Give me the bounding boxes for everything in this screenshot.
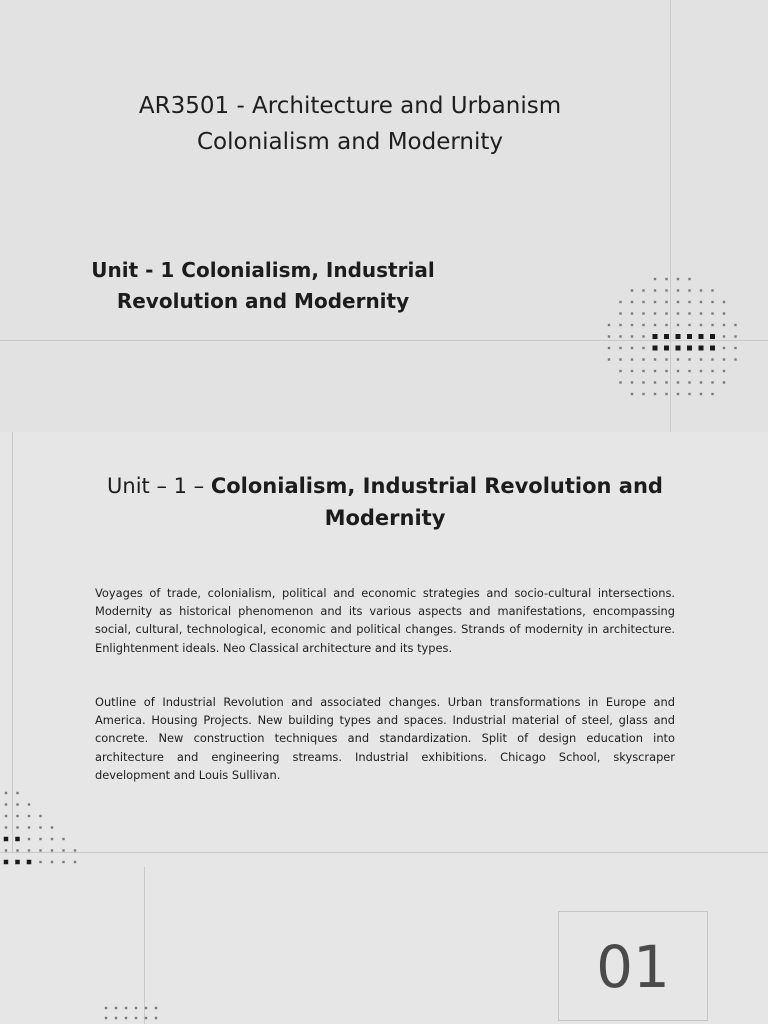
dot	[16, 803, 18, 805]
dot	[723, 301, 725, 303]
slide2-heading-prefix: Unit – 1 –	[107, 474, 211, 498]
dot	[39, 826, 41, 828]
dot	[155, 1007, 157, 1009]
dot	[654, 370, 656, 372]
dot	[654, 312, 656, 314]
unit-heading-line2: Revolution and Modernity	[116, 289, 410, 313]
dot	[677, 358, 679, 360]
dot	[642, 289, 644, 291]
dot	[62, 849, 64, 851]
dot	[653, 346, 658, 351]
vertical-rule-bottom	[144, 867, 145, 1024]
dot	[608, 358, 610, 360]
dot	[16, 815, 18, 817]
dot	[653, 334, 658, 339]
dot	[62, 861, 64, 863]
dot	[15, 860, 20, 865]
dot	[711, 312, 713, 314]
dot	[654, 278, 656, 280]
dot	[711, 289, 713, 291]
dot	[665, 324, 667, 326]
dot	[723, 324, 725, 326]
dot	[688, 393, 690, 395]
dot	[39, 849, 41, 851]
dot	[642, 381, 644, 383]
dot	[700, 370, 702, 372]
dot	[619, 347, 621, 349]
dot	[51, 849, 53, 851]
dot	[677, 289, 679, 291]
dot	[619, 312, 621, 314]
dot	[710, 334, 715, 339]
dot	[700, 393, 702, 395]
dot	[28, 815, 30, 817]
dot	[619, 301, 621, 303]
dot	[699, 334, 704, 339]
unit-heading	[48, 255, 478, 317]
dot	[642, 393, 644, 395]
dot	[677, 324, 679, 326]
dot	[700, 358, 702, 360]
course-title	[40, 88, 660, 160]
dot	[74, 849, 76, 851]
dot	[711, 393, 713, 395]
dot	[723, 347, 725, 349]
dot	[677, 393, 679, 395]
dot	[677, 278, 679, 280]
dot	[676, 346, 681, 351]
dot	[677, 301, 679, 303]
dot	[700, 312, 702, 314]
dot	[619, 335, 621, 337]
dot	[39, 815, 41, 817]
course-title-line1: AR3501 - Architecture and Urbanism	[138, 93, 562, 119]
course-title-line2: Colonialism and Modernity	[196, 129, 504, 155]
dot	[642, 370, 644, 372]
dot	[654, 381, 656, 383]
dot-grid-decoration-left	[0, 788, 90, 868]
syllabus-paragraph-1: Voyages of trade, colonialism, political and economic strategies and socio-cultural intersections. Modernity as historical phenomenon and its various aspects and manifestations, encompassing social, cultural, technological, economic and political changes. Strands of modernity in architecture. Enlightenment ideals. Neo Classical architecture and its types.	[95, 586, 675, 655]
dot	[631, 301, 633, 303]
dot	[5, 815, 7, 817]
dot	[39, 861, 41, 863]
dot	[16, 792, 18, 794]
dot	[665, 358, 667, 360]
dot	[734, 347, 736, 349]
dot	[39, 838, 41, 840]
dot	[105, 1007, 107, 1009]
dot	[62, 838, 64, 840]
dot	[711, 324, 713, 326]
dot	[631, 358, 633, 360]
dot	[642, 358, 644, 360]
dot	[723, 358, 725, 360]
dot	[16, 849, 18, 851]
dot	[723, 381, 725, 383]
dot	[688, 301, 690, 303]
dot	[688, 312, 690, 314]
dot	[665, 289, 667, 291]
dot	[688, 358, 690, 360]
dot	[677, 381, 679, 383]
dot	[665, 370, 667, 372]
dot	[688, 278, 690, 280]
syllabus-paragraph-2: Outline of Industrial Revolution and associated changes. Urban transformations in Europe and America. Housing Projects. New building types and spaces. Industrial material of steel, glass and concrete. New construction techniques and standardization. Split of design education into architecture and engineering streams. Industrial exhibitions. Chicago School, skyscraper development and Louis Sullivan.	[95, 695, 675, 782]
dot	[631, 289, 633, 291]
dot	[699, 346, 704, 351]
dot	[677, 312, 679, 314]
dot	[665, 393, 667, 395]
dot	[642, 312, 644, 314]
slide-1	[0, 0, 768, 432]
dot	[631, 335, 633, 337]
dot	[711, 358, 713, 360]
dot	[710, 346, 715, 351]
dot	[642, 347, 644, 349]
dot	[28, 838, 30, 840]
dot	[608, 347, 610, 349]
dot	[51, 826, 53, 828]
page-number: 01	[596, 933, 670, 1001]
dot	[5, 826, 7, 828]
dot	[4, 837, 9, 842]
dot	[619, 381, 621, 383]
dot-grid-decoration-bottom	[100, 1004, 170, 1024]
horizontal-rule-bottom	[0, 852, 768, 853]
dot	[734, 324, 736, 326]
dot	[125, 1017, 127, 1019]
page-number-box	[558, 911, 708, 1021]
dot	[665, 278, 667, 280]
dot	[51, 861, 53, 863]
dot	[28, 803, 30, 805]
dot	[28, 826, 30, 828]
dot	[723, 335, 725, 337]
dot	[700, 289, 702, 291]
dot	[5, 849, 7, 851]
dot	[619, 358, 621, 360]
dot	[631, 324, 633, 326]
dot	[654, 324, 656, 326]
dot	[27, 860, 32, 865]
dot	[15, 837, 20, 842]
dot	[654, 358, 656, 360]
dot	[51, 838, 53, 840]
dot	[688, 324, 690, 326]
dot	[608, 335, 610, 337]
dot	[16, 826, 18, 828]
dot	[734, 335, 736, 337]
slide2-heading-bold-line1: Colonialism, Industrial Revolution and	[210, 474, 663, 498]
dot	[677, 370, 679, 372]
slide2-heading-bold-line2: Modernity	[324, 506, 446, 530]
dot	[654, 301, 656, 303]
dot	[700, 301, 702, 303]
dot	[688, 289, 690, 291]
dot	[711, 301, 713, 303]
dot	[700, 324, 702, 326]
dot-grid-decoration	[600, 270, 745, 410]
dot	[135, 1017, 137, 1019]
dot	[723, 312, 725, 314]
dot	[631, 381, 633, 383]
dot	[115, 1017, 117, 1019]
dot	[665, 301, 667, 303]
dot	[642, 301, 644, 303]
dot	[676, 334, 681, 339]
dot	[619, 324, 621, 326]
dot	[5, 792, 7, 794]
dot	[135, 1007, 137, 1009]
dot	[665, 312, 667, 314]
unit-heading-line1: Unit - 1 Colonialism, Industrial	[91, 258, 435, 282]
dot	[711, 381, 713, 383]
dot	[688, 381, 690, 383]
dot	[115, 1007, 117, 1009]
dot	[608, 324, 610, 326]
dot	[700, 381, 702, 383]
dot	[687, 334, 692, 339]
dot	[687, 346, 692, 351]
dot	[654, 393, 656, 395]
dot	[631, 393, 633, 395]
dot	[711, 370, 713, 372]
dot	[664, 334, 669, 339]
dot	[145, 1007, 147, 1009]
dot	[105, 1017, 107, 1019]
dot	[642, 324, 644, 326]
dot	[619, 370, 621, 372]
dot	[665, 381, 667, 383]
dot	[74, 861, 76, 863]
dot	[688, 370, 690, 372]
slide2-heading	[70, 470, 700, 534]
dot	[642, 335, 644, 337]
dot	[654, 289, 656, 291]
dot	[155, 1017, 157, 1019]
dot	[723, 370, 725, 372]
dot	[631, 370, 633, 372]
dot	[664, 346, 669, 351]
dot	[734, 358, 736, 360]
dot	[145, 1017, 147, 1019]
dot	[28, 849, 30, 851]
dot	[631, 312, 633, 314]
dot	[5, 803, 7, 805]
dot	[125, 1007, 127, 1009]
dot	[631, 347, 633, 349]
dot	[4, 860, 9, 865]
